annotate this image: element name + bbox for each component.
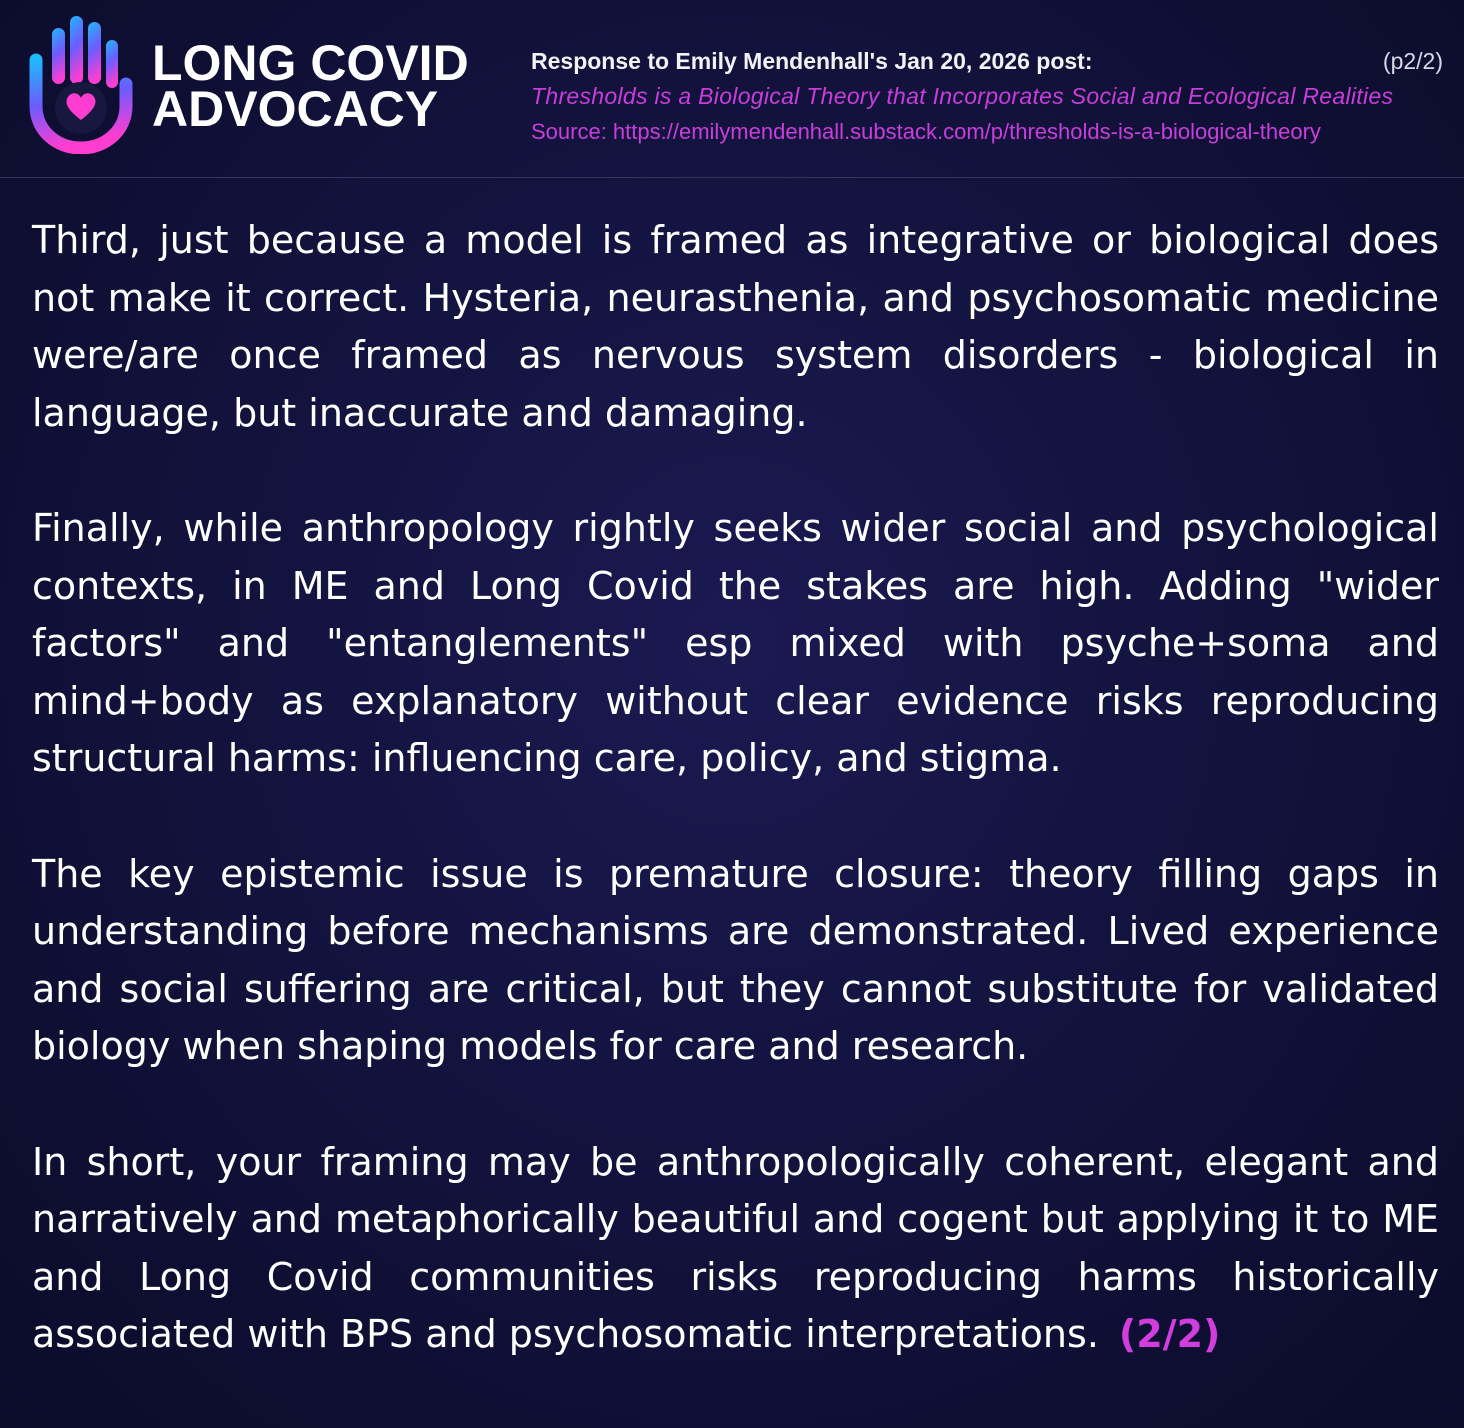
paragraph-4 — [32, 1134, 1439, 1364]
paragraph-4-text: In short, your framing may be anthropologically coherent, elegant and narratively and metaphorically beautiful and cogent but applying it to ME and Long Covid communities risks reproducing harms historically associated with BPS and psychosomatic interpretations. — [32, 1139, 1439, 1357]
brand-wordmark — [152, 35, 469, 137]
page-indicator: (p2/2) — [1382, 48, 1443, 74]
reference-title: Thresholds is a Biological Theory that Incorporates Social and Ecological Realities — [531, 83, 1394, 109]
header — [0, 0, 1464, 178]
reference-source-link[interactable]: Source: https://emilymendenhall.substack.com/p/thresholds-is-a-biological-theory — [531, 119, 1321, 144]
page-marker: (2/2) — [1118, 1312, 1221, 1357]
raised-hand-heart-icon — [28, 14, 134, 154]
paragraph-3: The key epistemic issue is premature closure: theory filling gaps in understanding before mechanisms are demonstrated. Lived experience and social suffering are critical, but they cannot substitute for validated biology when shaping models for care and research. — [32, 851, 1439, 1069]
reference-heading: Response to Emily Mendenhall's Jan 20, 2026 post: — [531, 48, 1093, 74]
brand-line-2: ADVOCACY — [152, 81, 439, 137]
reference-block — [531, 44, 1443, 149]
body-text — [32, 212, 1439, 1364]
paragraph-2: Finally, while anthropology rightly seeks wider social and psychological contexts, in ME and Long Covid the stakes are high. Adding "wider factors" and "entanglements" esp mixed with psyche+soma and mind+body as explanatory without clear evidence risks reproducing structural harms: influencing care, policy, and stigma. — [32, 505, 1439, 781]
paragraph-1: Third, just because a model is framed as integrative or biological does not make it correct. Hysteria, neurasthenia, and psychosomatic medicine were/are once framed as nervous system disorders - biological in language, but inaccurate and damaging. — [32, 218, 1439, 435]
brand-line-1: LONG COVID — [152, 35, 469, 91]
